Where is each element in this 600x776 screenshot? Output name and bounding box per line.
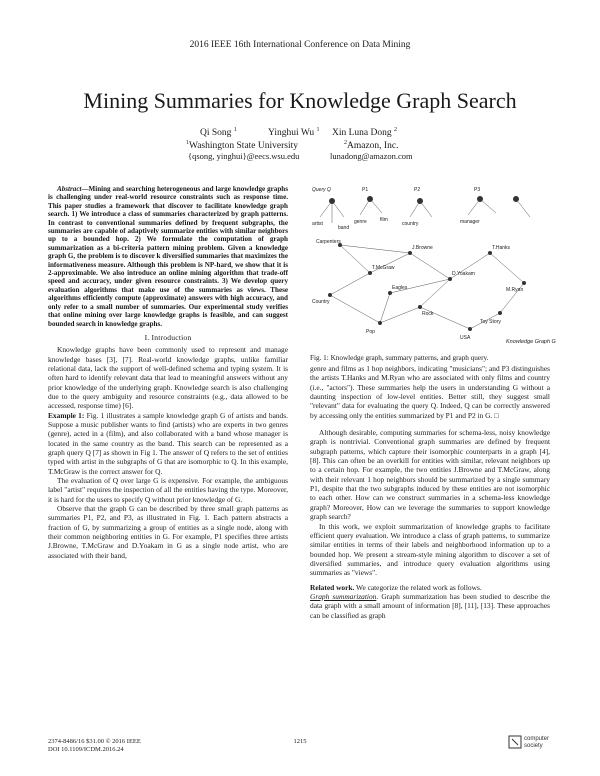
node-toystory: Toy Story [480, 319, 501, 325]
conference-header: 2016 IEEE 16th International Conference on Data Mining [189, 40, 411, 50]
affiliation-wsu: $^1$Washington State University [186, 140, 298, 152]
figure-1 [310, 183, 556, 353]
label-knowledge-graph: Knowledge Graph G [506, 339, 556, 345]
intro-paragraph-2: The evaluation of Q over large G is expensive. For example, the ambiguous label "artist" requires the inspection of all the entities having the type. Moreover, it is hard for the users to specify Q without prior knowledge of G. [48, 476, 288, 504]
node-rock: Rock [422, 311, 434, 317]
right-column [310, 364, 550, 620]
node-usa: USA [460, 335, 471, 341]
label-query: Query Q [312, 187, 331, 193]
computer-society-logo: computer society [508, 733, 556, 755]
email-amazon[interactable]: lunadong@amazon.com [330, 151, 413, 161]
cs-logo-icon [508, 735, 522, 749]
label-p1: P1 [362, 187, 369, 193]
right-paragraph-3: In this work, we exploit summarization of knowledge graphs to facilitate efficient query evaluation. We introduce a class of graph patterns, to summarize similar entities in terms of their labels and neighborhood information up to a bounded hop. We present a stream-style mining algorithm to discover a set of diversified summaries, and introduce query evaluation algorithms using summaries as "views". [310, 521, 550, 578]
abstract: Abstract—Mining and searching heterogeneous and large knowledge graphs is challenging under real-world resource constraints such as response time. This paper studies a framework that discover to facilitate knowledge graph search. 1) We introduce a class of summaries characterized by graph patterns. In contrast to conventional summaries defined by frequent subgraphs, the summaries are capable of adaptively summarize entities with similar neighbors up to a bounded hop. 2) We formulate the computation of graph summarization as a bi-criteria pattern mining problem. Given a knowledge graph G, the problem is to discover k diversified summaries that maximizes the informativeness measure. Although this problem is NP-hard, we show that it is 2-approximable. We also introduce an online mining algorithm that trade-off speed and accuracy, under given resource constraints. 3) We develop query evaluation algorithms that make use of the summaries as views. These algorithms efficiently compute (approximate) answers with high accuracy, and only refer to a small number of summaries. Our experimental study verifies that online mining over large knowledge graphs is feasible, and can suggest bounded search in knowledge graphs. [48, 185, 288, 328]
figure-caption: Fig. 1: Knowledge graph, summary patterns, and graph query. [310, 354, 489, 362]
node-country: Country [312, 299, 330, 305]
node-mcgraw: T.McGraw [372, 265, 395, 271]
right-paragraph-1: genre and films as 1 hop neighbors, indicating "musicians"; and P3 distinguishes the artists T.Hanks and M.Ryan who are associated with only films and country (i.e., "actors"). These summaries help the users in understanding G without a daunting inspection of low-level entities. Better still, they suggest small "relevant" data for evaluating the query Q. Indeed, Q can be correctly answered by accessing only the entities summarized by P1 and P2 in G. □ [310, 364, 550, 420]
node-eagles: Eagles [392, 285, 408, 291]
page-number: 1215 [293, 738, 307, 745]
node-ryan: M.Ryan [506, 287, 524, 293]
related-work: Related work. We categorize the related work as follows. [310, 582, 482, 592]
intro-paragraph-3: Observe that the graph G can be described by three small graph patterns as summaries P1, P2, and P3, as illustrated in Fig. 1. Each pattern abstracts a fraction of G, by summarizing a group of entities as a single node, along with their common neighboring entities in G. For example, P1 specifies three artists J.Browne, T.McGraw and D.Yoakam in G as a single node artist, who are associated with their band, [48, 504, 288, 560]
node-carpenters: Carpenters [316, 239, 341, 245]
author-wu: Yinghui Wu $^1$ [268, 127, 320, 139]
footer-isbn: 2374-8486/16 $31.00 © 2016 IEEE [48, 738, 141, 745]
label-artist: artist [312, 221, 323, 227]
label-genre: genre [354, 219, 367, 225]
paper-title: Mining Summaries for Knowledge Graph Search [83, 88, 517, 113]
intro-paragraph-1: Knowledge graphs have been commonly used to represent and manage knowledge bases [3], [7]. Real-world knowledge graphs, unlike familiar relational data, lack the support of well-defined schema and typing system. It is often hard to identify relevant data that lead to meaningful answers without any prior knowledge of the underlying graph. Knowledge search is also challenging due to the query ambiguity and resource constraints (e.g., data allowed to be accessed, response time) [6]. [48, 345, 288, 411]
left-column [48, 185, 288, 560]
label-manager: manager [460, 219, 480, 225]
email-wsu[interactable]: {qsong, yinghui}@eecs.wsu.edu [188, 151, 300, 161]
footer-doi[interactable]: DOI 10.1109/ICDM.2016.24 [48, 746, 124, 753]
label-band: band [338, 225, 350, 231]
label-country: country [402, 221, 419, 227]
node-hanks: T.Hanks [492, 245, 511, 251]
node-yoakam: D.Yoakam [452, 271, 475, 277]
author-dong: Xin Luna Dong $^2$ [332, 127, 398, 139]
node-browne: J.Browne [412, 245, 433, 251]
example-1: Example 1: Fig. 1 illustrates a sample knowledge graph G of artists and bands. Suppose a music publisher wants to find (artists) who are experts in two genres (genre), acted in a (film), and also collaborated with a band whose manager is located in the same country as the band. This search can be represented as a graph query Q [7] as shown in Fig 1. The answer of Q refers to the set of entities typed with artist in the subgraphs of G that are isomorphic to Q. In this example, T.McGraw is the correct answer for Q. [48, 410, 288, 476]
label-film: film [380, 217, 388, 223]
node-pop: Pop [366, 329, 375, 335]
label-p2: P2 [414, 187, 421, 193]
right-paragraph-2: Although desirable, computing summaries for schema-less, noisy knowledge graph is nontrivial. Conventional graph summaries are defined by frequent subgraph patterns, which capture their isomorphic counterparts in a graph [4], [8]. This can often be an overkill for entities with similar, relevant neighbors up to a certain hop. For example, the two entities J.Browne and T.McGraw, along with their relevant 1 hop neighbors should be summarized by a single summary P1, despite that the two subgraphs induced by these entities are not isomorphic to each other. How can we construct summaries in a schema-less knowledge graph? Moreover, How can we leverage the summaries to support knowledge graph search? [310, 428, 550, 522]
author-song: Qi Song $^1$ [200, 127, 237, 139]
affiliation-amazon: $^2$Amazon, Inc. [344, 140, 399, 152]
section-heading-introduction: I. Introduction [144, 332, 192, 342]
label-p3: P3 [474, 187, 481, 193]
graph-summarization: Graph summarization. Graph summarization has been studied to describe the data graph with a small amount of information [8], [11], [13]. These approaches can be classified as graph [310, 591, 551, 620]
